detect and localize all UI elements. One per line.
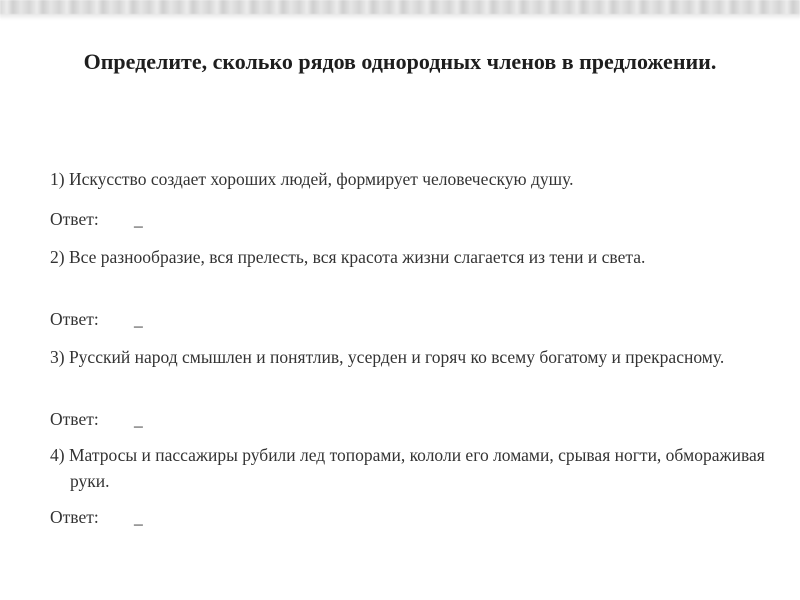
exercise-4-answer xyxy=(50,504,143,530)
answer-label: Ответ: xyxy=(50,209,99,229)
top-image-strip xyxy=(0,0,800,20)
answer-blank: _ xyxy=(134,209,143,229)
exercise-3-answer xyxy=(50,406,143,432)
answer-blank: _ xyxy=(134,409,143,429)
answer-label: Ответ: xyxy=(50,409,99,429)
exercise-4 xyxy=(50,442,770,527)
exercise-4-question: 4) Матросы и пассажиры рубили лед топорами, кололи его ломами, срывая ногти, обмораживая руки. xyxy=(50,445,765,491)
exercise-2-answer xyxy=(50,306,143,332)
answer-label: Ответ: xyxy=(50,309,99,329)
exercise-2-question: 2) Все разнообразие, вся прелесть, вся красота жизни слагается из тени и света. xyxy=(50,247,646,267)
exercise-3 xyxy=(50,344,770,429)
answer-label: Ответ: xyxy=(50,507,99,527)
exercise-3-question: 3) Русский народ смышлен и понятлив, усерден и горяч ко всему богатому и прекрасному. xyxy=(50,347,725,367)
exercise-1-answer xyxy=(50,206,143,232)
page-title: Определите, сколько рядов однородных членов в предложении. xyxy=(83,49,717,74)
exercise-1 xyxy=(50,166,770,229)
exercise-2 xyxy=(50,244,770,329)
answer-blank: _ xyxy=(134,507,143,527)
exercise-1-question: 1) Искусство создает хороших людей, формирует человеческую душу. xyxy=(50,169,574,189)
answer-blank: _ xyxy=(134,309,143,329)
